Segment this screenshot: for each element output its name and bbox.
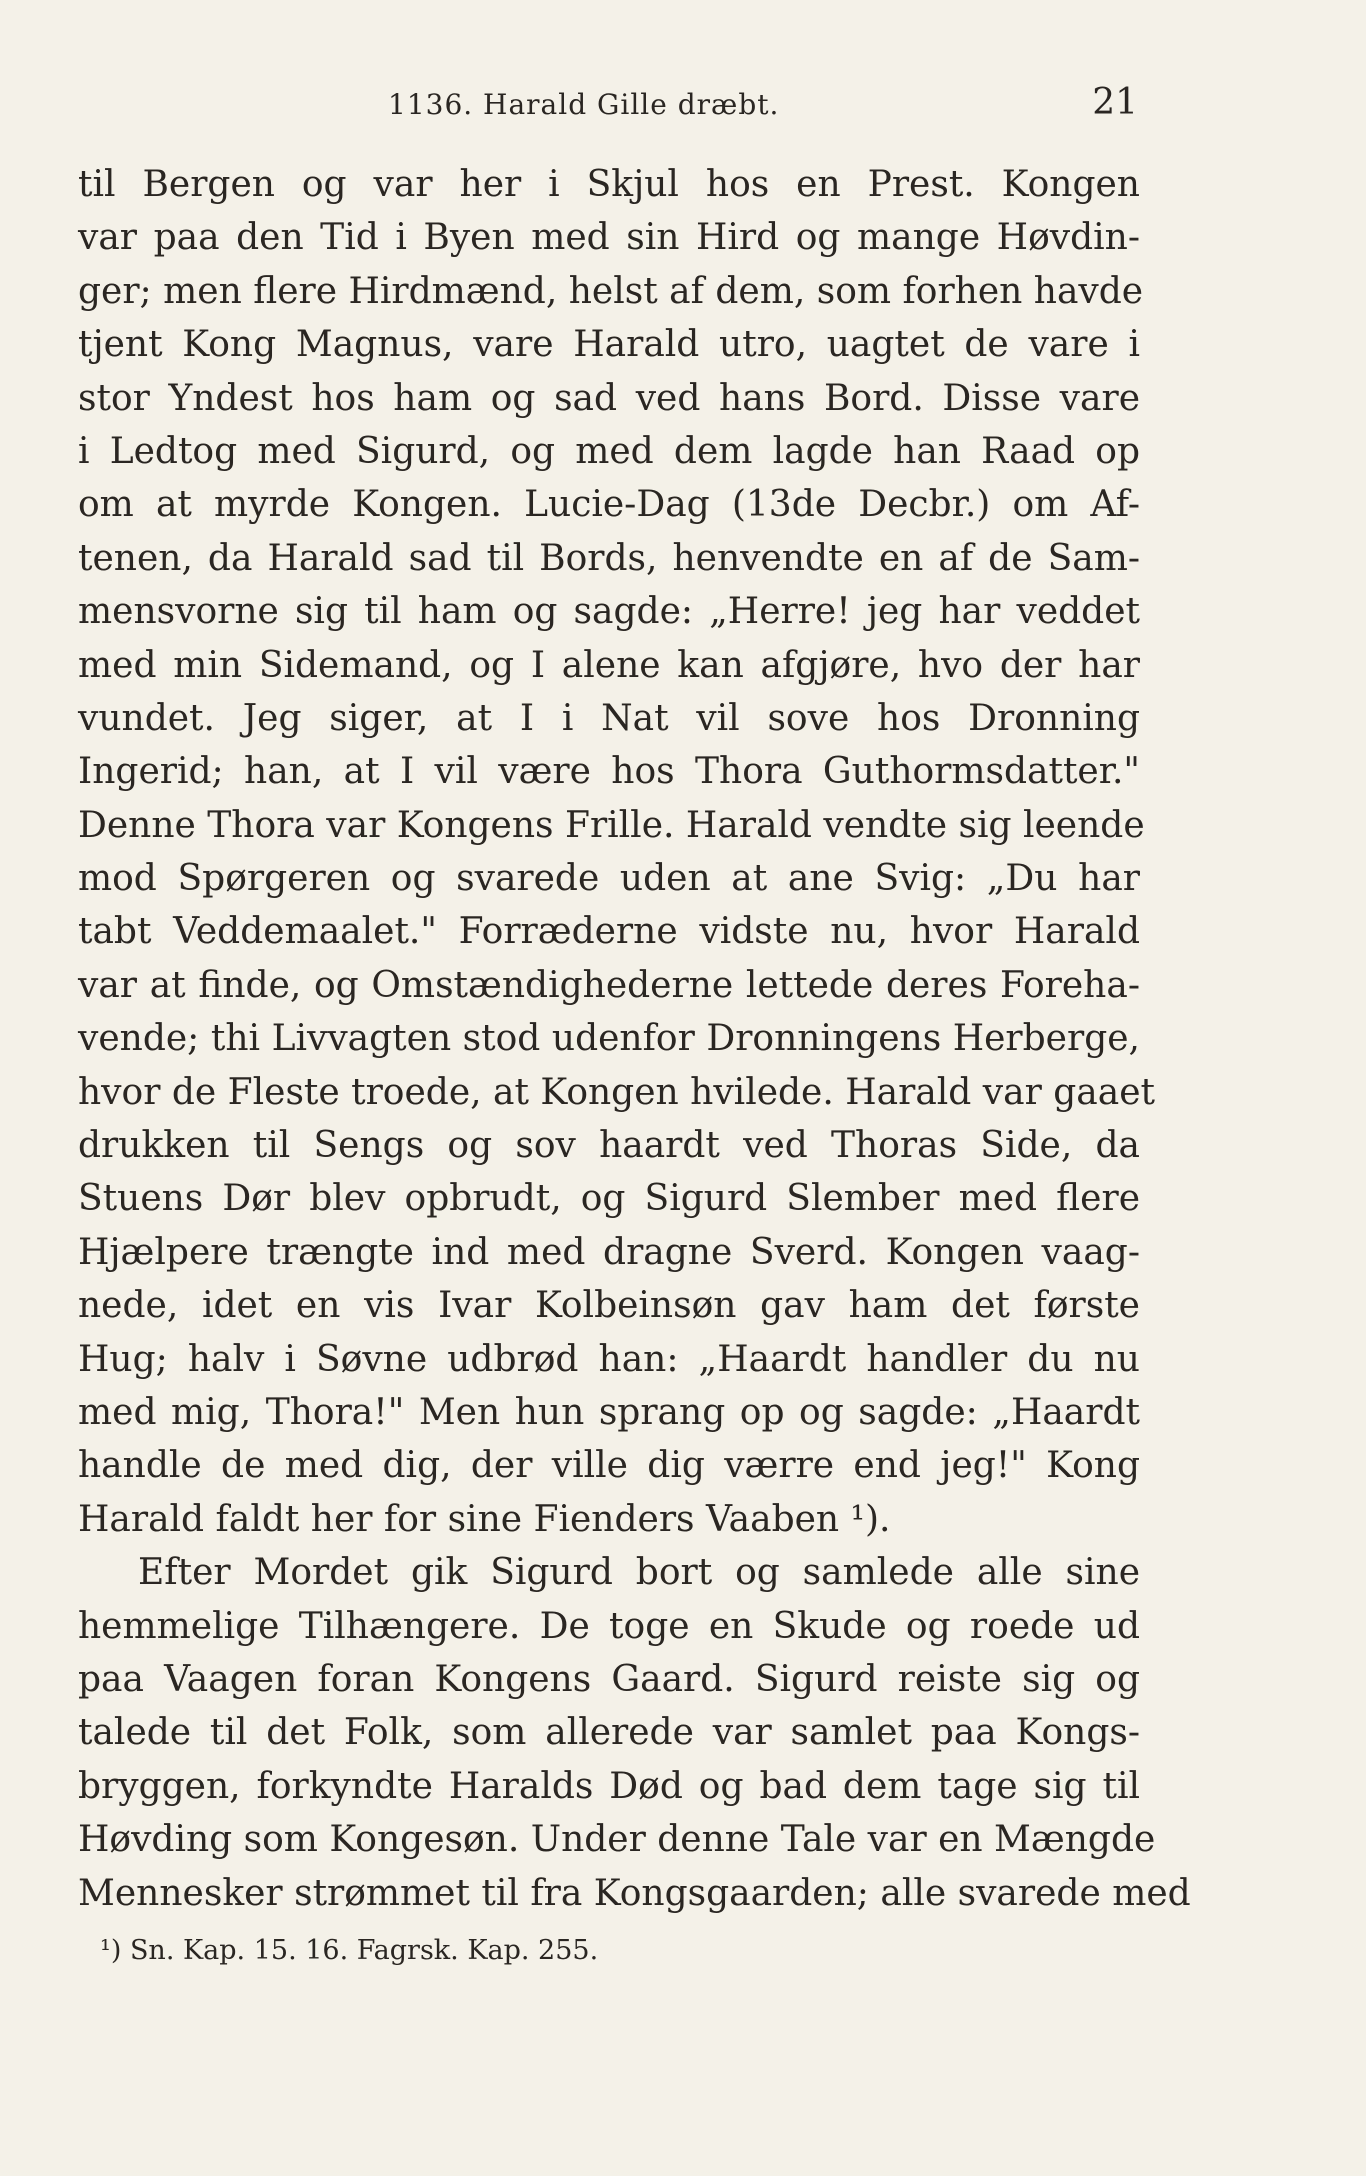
paragraph-end-line: Harald faldt her for sine Fienders Vaaben ¹). (78, 1498, 891, 1540)
text-line: handle de med dig, der ville dig værre end jeg!" Kong (78, 1445, 1140, 1487)
text-line: bryggen, forkyndte Haralds Død og bad dem tage sig til (78, 1765, 1140, 1807)
text-line: Hjælpere trængte ind med dragne Sverd. Kongen vaag- (78, 1231, 1140, 1273)
text-line: Hug; halv i Søvne udbrød han: „Haardt handler du nu (78, 1338, 1140, 1380)
text-line: mensvorne sig til ham og sagde: „Herre! jeg har veddet (78, 591, 1140, 633)
text-line: Denne Thora var Kongens Frille. Harald vendte sig leende (78, 804, 1145, 846)
text-line: hemmelige Tilhængere. De toge en Skude og roede ud (78, 1605, 1140, 1647)
text-line: talede til det Folk, som allerede var samlet paa Kongs- (78, 1712, 1140, 1754)
text-line: tjent Kong Magnus, vare Harald utro, uagtet de vare i (78, 324, 1140, 366)
body-text (78, 158, 1191, 1920)
text-line: i Ledtog med Sigurd, og med dem lagde han Raad op (78, 430, 1140, 472)
text-line: med min Sidemand, og I alene kan afgjøre, hvo der har (78, 644, 1140, 686)
text-line: Stuens Dør blev opbrudt, og Sigurd Slember med flere (78, 1178, 1140, 1220)
text-line: Mennesker strømmet til fra Kongsgaarden; alle svarede med (78, 1872, 1191, 1914)
text-line: om at myrde Kongen. Lucie-Dag (13de Decbr.) om Af- (78, 484, 1140, 526)
text-line: ger; men flere Hirdmænd, helst af dem, som forhen havde (78, 270, 1144, 312)
text-line: til Bergen og var her i Skjul hos en Prest. Kongen (78, 164, 1140, 205)
footnote: ¹) Sn. Kap. 15. 16. Fagrsk. Kap. 255. (100, 1935, 599, 1966)
running-head: 1136. Harald Gille dræbt. (388, 88, 780, 121)
text-line: vundet. Jeg siger, at I i Nat vil sove hos Dronning (78, 697, 1140, 739)
text-line: med mig, Thora!" Men hun sprang op og sagde: „Haardt (78, 1391, 1140, 1433)
text-line: mod Spørgeren og svarede uden at ane Svig: „Du har (78, 858, 1140, 900)
text-line: var paa den Tid i Byen med sin Hird og mange Høvdin- (78, 217, 1140, 259)
text-line: var at finde, og Omstændighederne lettede deres Foreha- (78, 964, 1140, 1006)
text-line: paa Vaagen foran Kongens Gaard. Sigurd reiste sig og (78, 1658, 1140, 1700)
paragraph-start-line: Efter Mordet gik Sigurd bort og samlede alle sine (138, 1552, 1140, 1594)
text-line: drukken til Sengs og sov haardt ved Thoras Side, da (78, 1125, 1140, 1167)
text-line: tabt Veddemaalet." Forræderne vidste nu, hvor Harald (78, 911, 1140, 953)
text-line: vende; thi Livvagten stod udenfor Dronningens Herberge, (78, 1018, 1140, 1060)
page-number: 21 (1092, 82, 1138, 123)
page-header (78, 82, 1138, 132)
text-line: stor Yndest hos ham og sad ved hans Bord. Disse vare (78, 377, 1140, 419)
text-line: nede, idet en vis Ivar Kolbeinsøn gav ham det første (78, 1285, 1140, 1327)
text-line: hvor de Fleste troede, at Kongen hvilede. Harald var gaaet (78, 1071, 1155, 1113)
text-line: Ingerid; han, at I vil være hos Thora Guthormsdatter." (78, 751, 1140, 793)
text-line: Høvding som Kongesøn. Under denne Tale var en Mængde (78, 1819, 1156, 1861)
text-line: tenen, da Harald sad til Bords, henvendte en af de Sam- (78, 537, 1140, 579)
